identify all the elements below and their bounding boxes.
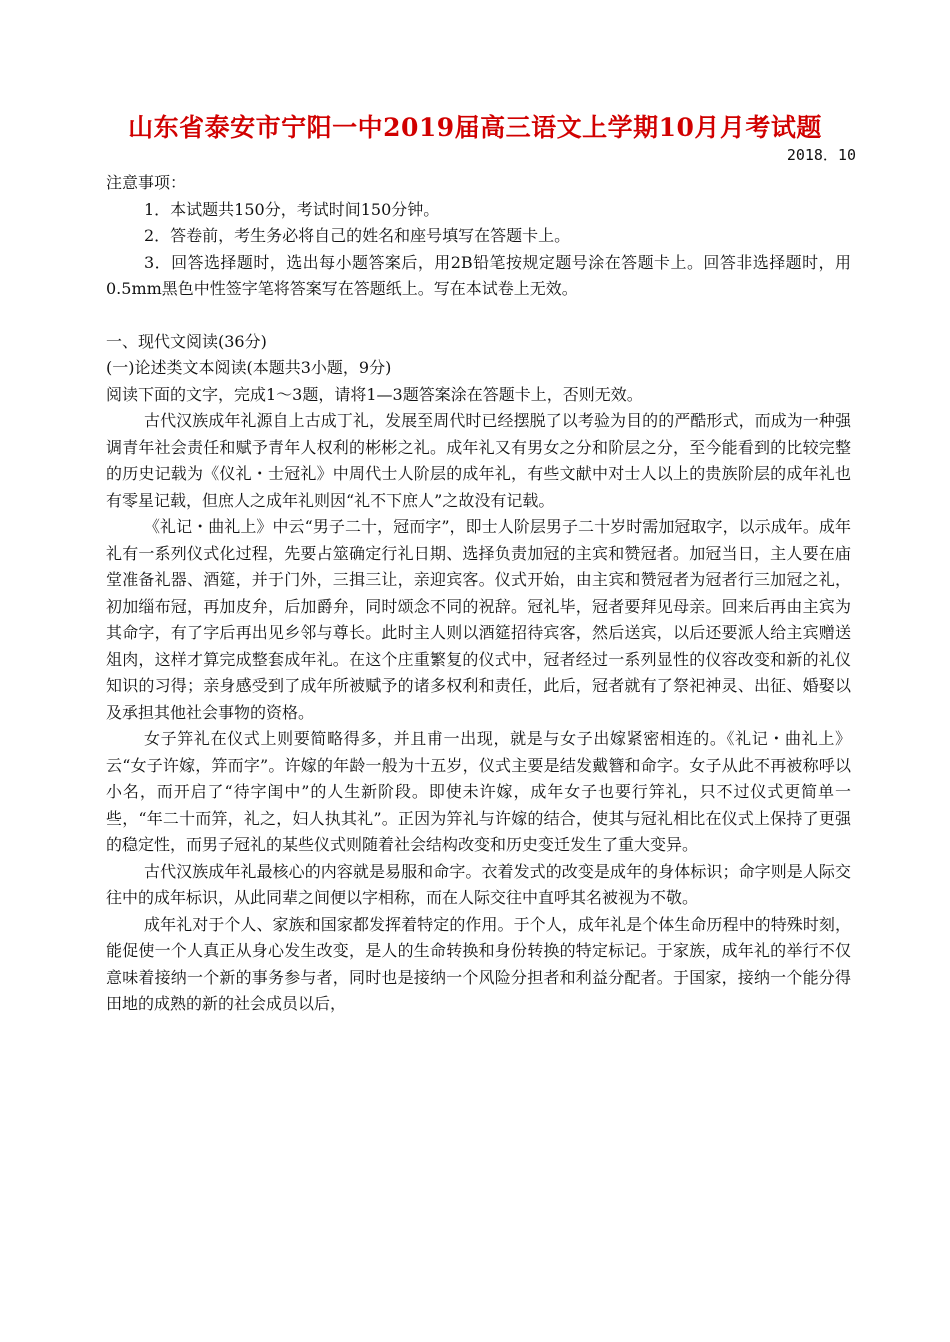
section-heading: 一、现代文阅读(36分) [106, 331, 267, 351]
exam-date: 2018．10 [786, 146, 856, 164]
exam-body [106, 170, 851, 1018]
section-subheading: (一)论述类文本阅读(本题共3小题，9分) [106, 358, 392, 377]
article-paragraph-4: 古代汉族成年礼最核心的内容就是易服和命字。衣着发式的改变是成年的身体标识；命字则是人际交往中的成年标识，从此同辈之间便以字相称，而在人际交往中直呼其名被视为不敬。 [106, 861, 851, 907]
article-paragraph-5: 成年礼对于个人、家族和国家都发挥着特定的作用。于个人，成年礼是个体生命历程中的特殊时刻，能促使一个人真正从身心发生改变，是人的生命转换和身份转换的特定标记。于家族，成年礼的举行不仅意味着接纳一个新的事务参与者，同时也是接纳一个风险分担者和利益分配者。于国家，接纳一个能分得田地的成熟的新的社会成员以后， [106, 914, 851, 1013]
notice-item-2: 2．答卷前，考生务必将自己的姓名和座号填写在答题卡上。 [144, 226, 571, 245]
spacer [106, 303, 851, 329]
section-instruction: 阅读下面的文字，完成1～3题，请将1—3题答案涂在答题卡上，否则无效。 [106, 384, 643, 404]
notice-heading: 注意事项： [106, 173, 187, 192]
exam-title: 山东省泰安市宁阳一中2019届高三语文上学期10月月考试题 [128, 113, 822, 142]
article-paragraph-1: 古代汉族成年礼源自上古成丁礼，发展至周代时已经摆脱了以考验为目的的严酷形式，而成为一种强调青年社会责任和赋予青年人权利的彬彬之礼。成年礼又有男女之分和阶层之分，至今能看到的比较完整的历史记载为《仪礼・士冠礼》中周代士人阶层的成年礼，有些文献中对士人以上的贵族阶层的成年礼也有零星记载，但庶人之成年礼则因“礼不下庶人”之故没有记载。 [106, 411, 851, 510]
notice-item-3: 3．回答选择题时，选出每小题答案后，用2B铅笔按规定题号涂在答题卡上。回答非选择题时，用0.5mm黑色中性签字笔将答案写在答题纸上。写在本试卷上无效。 [106, 252, 851, 298]
article-paragraph-3: 女子笄礼在仪式上则要简略得多，并且甫一出现，就是与女子出嫁紧密相连的。《礼记・曲礼上》云“女子许嫁，笄而字”。许嫁的年龄一般为十五岁，仪式主要是结发戴簪和命字。女子从此不再被称呼以小名，而开启了“待字闺中”的人生新阶段。即使未许嫁，成年女子也要行笄礼，只不过仪式更简单一些，“年二十而笄，礼之，妇人执其礼”。正因为笄礼与许嫁的结合，使其与冠礼相比在仪式上保持了更强的稳定性，而男子冠礼的某些仪式则随着社会结构改变和历史变迁发生了重大变异。 [106, 729, 851, 854]
notice-item-1: 1．本试题共150分，考试时间150分钟。 [144, 199, 440, 219]
article-paragraph-2: 《礼记・曲礼上》中云“男子二十，冠而字”，即士人阶层男子二十岁时需加冠取字，以示成年。成年礼有一系列仪式化过程，先要占筮确定行礼日期、选择负责加冠的主宾和赞冠者。加冠当日，主人要在庙堂准备礼器、酒筵，并于门外，三揖三让，亲迎宾客。仪式开始，由主宾和赞冠者为冠者行三加冠之礼，初加缁布冠，再加皮弁，后加爵弁，同时颂念不同的祝辞。冠礼毕，冠者要拜见母亲。回来后再由主宾为其命字，有了字后再出见乡邻与尊长。此时主人则以酒筵招待宾客，然后送宾，以后还要派人给主宾赠送俎肉，这样才算完成整套成年礼。在这个庄重繁复的仪式中，冠者经过一系列显性的仪容改变和新的礼仪知识的习得；亲身感受到了成年所被赋予的诸多权利和责任，此后，冠者就有了祭祀神灵、出征、婚娶以及承担其他社会事物的资格。 [106, 517, 851, 722]
